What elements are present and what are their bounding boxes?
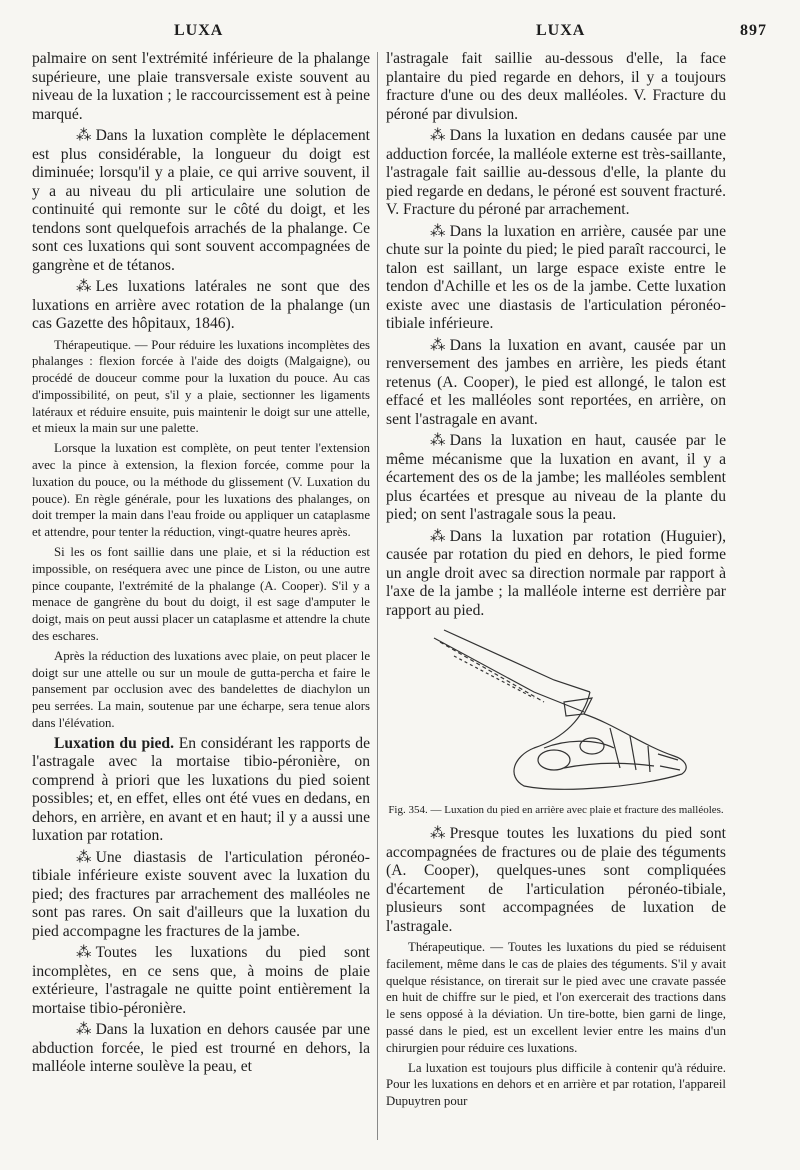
asterism-icon: ⁂ xyxy=(430,432,446,449)
paragraph xyxy=(386,223,726,334)
running-head xyxy=(0,22,800,46)
paragraph xyxy=(386,432,726,525)
right-column xyxy=(386,50,726,1110)
paragraph-text: Dans la luxation par rotation (Huguier), causée par rotation du pied en dehors, le pied forme un angle droit avec sa direction normale par rapport à l'axe de la jambe ; la malléole interne est derrière par rapport au pied. xyxy=(386,527,726,619)
paragraph-text: En considérant les rapports de l'astragale avec la mortaise tibio-péronière, on comprend à priori que les luxations du pied soient possibles; et, en effet, elles ont été vues en dedans, en dehors, en arrière, en avant et en haut; il y a aussi une luxation par rotation. xyxy=(32,734,370,845)
running-head-left: LUXA xyxy=(174,22,224,39)
asterism-icon: ⁂ xyxy=(76,1021,92,1039)
paragraph xyxy=(32,735,370,846)
figure xyxy=(386,628,726,800)
asterism-icon: ⁂ xyxy=(430,527,446,545)
paragraph xyxy=(386,127,726,220)
asterism-icon: ⁂ xyxy=(430,825,446,842)
paragraph-text: Dans la luxation en arrière, causée par une chute sur la pointe du pied; le pied paraît raccourci, le talon est saillant, un large espace existe entre le tendon d'Achille et les os de la jambe. Cette luxation existe avec une diastasis de l'articulation péronéo-tibiale inférieure. xyxy=(386,222,726,332)
paragraph: Thérapeutique. — Toutes les luxations du pied se réduisent facilement, même dans le cas de plaies des téguments. S'il y avait quelque résistance, on tirerait sur le pied avec une cravate passée en huit de chiffre sur le pied, et l'on exercerait des tractions dans le sens opposé à la déviation. Un tire-botte, bien garni de linge, passé dans le pied, est un excellent levier entre les mains d'un chirurgien pour réduire ces luxations. xyxy=(386,940,726,1055)
running-head-right: LUXA xyxy=(536,22,586,39)
paragraph-text: Dans la luxation en dedans causée par une adduction forcée, la malléole externe est très-saillante, l'astragale fait saillie au-dessous d'elle, la plante du pied regarde en dedans, le péroné est souvent fracturé. V. Fracture du péroné par arrachement. xyxy=(386,127,726,218)
left-column xyxy=(32,50,370,1077)
paragraph-text: Presque toutes les luxations du pied sont accompagnées de fractures ou de plaie des téguments (A. Cooper), quelques-unes sont compliquées d'écartement de l'articulation péronéo-tibiale, plusieurs sont accompagnées de luxation de l'astragale. xyxy=(386,825,726,935)
asterism-icon: ⁂ xyxy=(76,944,92,962)
paragraph xyxy=(386,337,726,430)
paragraph-text: Toutes les luxations du pied sont incomplètes, en ce sens que, à moins de plaie extérieure, l'astragale ne quitte point entièrement la mortaise tibio-péronière. xyxy=(32,944,370,1017)
paragraph xyxy=(32,1021,370,1077)
column-divider xyxy=(377,52,378,1140)
paragraph-text: Dans la luxation en avant, causée par un renversement des jambes en arrière, les pieds étant retenus (A. Cooper), le pied est allongé, le talon est effacé et les malléoles sont reportées, en arrière, on sent l'astragale en avant. xyxy=(386,336,726,428)
paragraph: palmaire on sent l'extrémité inférieure de la phalange supérieure, une plaie transversale existe souvent au niveau de la luxation ; le raccourcissement est à peine marqué. xyxy=(32,50,370,123)
page-number: 897 xyxy=(740,22,767,39)
asterism-icon: ⁂ xyxy=(76,127,92,144)
paragraph-text: Dans la luxation complète le déplacement est plus considérable, la longueur du doigt est diminuée; lorsqu'il y a plaie, ce qui arrive souvent, il y a au niveau du pli articulaire une solution de continuité qui remonte sur le côté du doigt, et les tendons sont quelquefois arrachés de la phalange. Ce sont ces luxations qui sont souvent accompagnées de gangrène et de tétanos. xyxy=(32,127,370,274)
paragraph-text: Les luxations latérales ne sont que des luxations en arrière avec rotation de la phalange (un cas Gazette des hôpitaux, 1846). xyxy=(32,278,370,332)
asterism-icon: ⁂ xyxy=(76,278,92,295)
paragraph: l'astragale fait saillie au-dessous d'elle, la face plantaire du pied regarde en dehors, il y a toujours fracture d'une ou des deux malléoles. V. Fracture du péroné par divulsion. xyxy=(386,50,726,123)
paragraph-text: Dans la luxation en dehors causée par une abduction forcée, le pied est trourné en dehors, la malléole interne soulève la peau, et xyxy=(32,1021,370,1076)
paragraph xyxy=(386,528,726,621)
paragraph: Lorsque la luxation est complète, on peut tenter l'extension avec la pince à extension, la flexion forcée, comme pour la luxation du pouce, ou la méthode du glissement (V. Luxation du pouce). En règle générale, pour les luxations des phalanges, on doit tremper la main dans l'eau froide ou appliquer un cataplasme et attendre, pour tenter la réduction, vingt-quatre heures après. xyxy=(32,441,370,540)
paragraph xyxy=(32,944,370,1018)
section-heading: Luxation du pied. xyxy=(54,734,174,752)
paragraph xyxy=(32,127,370,275)
paragraph-text: Dans la luxation en haut, causée par le même mécanisme que la luxation en avant, il y a écartement des os de la jambe; les malléoles semblent plus écartées et presque au niveau de la plante du pied; on sent l'astragale sous la peau. xyxy=(386,432,726,523)
paragraph xyxy=(32,278,370,334)
figure-caption: Fig. 354. — Luxation du pied en arrière avec plaie et fracture des malléoles. xyxy=(388,804,724,816)
paragraph xyxy=(32,849,370,942)
asterism-icon: ⁂ xyxy=(76,848,92,866)
paragraph: Thérapeutique. — Pour réduire les luxations incomplètes des phalanges : flexion forcée à l'aide des doigts (Malgaigne), ou procédé de douceur comme pour la luxation du pouce. Au cas d'impossibilité, on peut, s'il y a plaie, sectionner les ligaments latéraux et réduire ensuite, puis maintenir le doigt sur une attelle, et mieux la main sur une palette. xyxy=(32,337,370,436)
asterism-icon: ⁂ xyxy=(430,222,446,240)
paragraph: Après la réduction des luxations avec plaie, on peut placer le doigt sur une attelle ou sur un moule de gutta-percha et faire le pansement par occlusion avec des bandelettes de diachylon un peu serrées. La main, soutenue par une écharpe, sera tenue alors dans l'élévation. xyxy=(32,648,370,731)
asterism-icon: ⁂ xyxy=(430,336,446,354)
paragraph-text: Une diastasis de l'articulation péronéo-tibiale inférieure existe souvent avec la luxation du pied; des fractures par arrachement des malléoles ne sont pas rares. On sait d'ailleurs que la luxation du pied accompagne les fractures de la jambe. xyxy=(32,848,370,940)
paragraph: Si les os font saillie dans une plaie, et si la réduction est impossible, on reséquera avec une pince de Liston, ou une autre pince coupante, l'extrémité de la phalange (A. Cooper). S'il y a menace de gangrène du bout du doigt, il est sage d'amputer le doigt, mais on peut aussi placer un cataplasme et attendre la chute des eschares. xyxy=(32,545,370,644)
paragraph: La luxation est toujours plus difficile à contenir qu'à réduire. Pour les luxations en dehors et en arrière et par rotation, l'appareil Dupuytren pour xyxy=(386,1060,726,1109)
foot-dislocation-illustration-icon xyxy=(414,628,694,798)
paragraph xyxy=(386,825,726,936)
asterism-icon: ⁂ xyxy=(430,127,446,144)
